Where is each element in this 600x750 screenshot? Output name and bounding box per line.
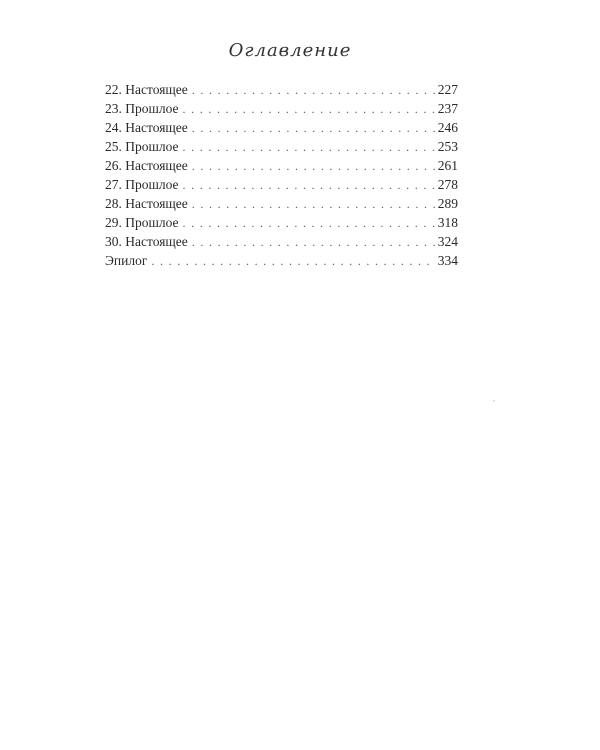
toc-entry[interactable] [105,251,458,270]
dot-leader [192,157,436,176]
toc-entry-label: 29. Прошлое [105,215,179,230]
toc-entry[interactable] [105,118,458,137]
toc-entry-label: 25. Прошлое [105,139,179,154]
toc-entry-label: 22. Настоящее [105,82,188,97]
dot-leader [183,138,436,157]
toc-entry-page: 227 [437,82,458,97]
toc-entry-label: 24. Настоящее [105,120,188,135]
toc-entry-label: 26. Настоящее [105,158,188,173]
toc-list [105,80,458,270]
toc-entry-page: 261 [437,158,458,173]
toc-entry-page: 237 [437,101,458,116]
toc-entry-label: 28. Настоящее [105,196,188,211]
dot-leader [151,252,435,271]
toc-entry-label: 27. Прошлое [105,177,179,192]
toc-entry-page: 334 [437,253,458,268]
dot-leader [192,81,436,100]
toc-entry-page: 253 [437,139,458,154]
toc-entry[interactable] [105,232,458,251]
dot-leader [192,119,436,138]
toc-entry[interactable] [105,137,458,156]
toc-entry[interactable] [105,156,458,175]
dot-leader [192,195,436,214]
toc-entry-page: 289 [437,196,458,211]
toc-entry-page: 246 [437,120,458,135]
toc-entry-label: Эпилог [105,253,148,268]
dot-leader [183,100,436,119]
toc-entry-page: 278 [437,177,458,192]
toc-entry-page: 318 [437,215,458,230]
toc-entry[interactable] [105,175,458,194]
toc-entry[interactable] [105,213,458,232]
toc-entry[interactable] [105,80,458,99]
toc-entry[interactable] [105,194,458,213]
toc-title: Оглавление [228,40,352,61]
dot-leader [192,233,436,252]
paper-speck [493,400,495,402]
toc-entry-label: 23. Прошлое [105,101,179,116]
dot-leader [183,176,436,195]
toc-entry[interactable] [105,99,458,118]
dot-leader [183,214,436,233]
toc-entry-page: 324 [437,234,458,249]
toc-entry-label: 30. Настоящее [105,234,188,249]
